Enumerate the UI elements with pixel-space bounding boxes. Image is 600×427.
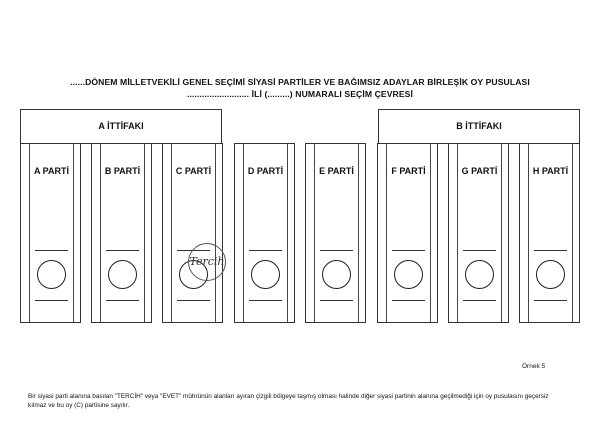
vote-circle[interactable]: [536, 260, 565, 289]
divider-line: [249, 250, 282, 251]
party-vote-area: [457, 144, 502, 323]
divider-line: [463, 300, 496, 301]
party-name: B PARTİ: [104, 166, 141, 176]
party-name: H PARTİ: [532, 166, 569, 176]
vote-circle[interactable]: [108, 260, 137, 289]
alliance-b-label: B İTTİFAKI: [456, 121, 502, 131]
party-vote-area: [528, 144, 573, 323]
vote-circle[interactable]: [465, 260, 494, 289]
party-column-g[interactable]: [448, 143, 509, 323]
divider-line: [35, 300, 68, 301]
party-column-d[interactable]: [234, 143, 295, 323]
divider-line: [106, 300, 139, 301]
party-vote-area: [100, 144, 145, 323]
sample-label: Örnek 5: [522, 363, 546, 370]
tercih-stamp: [188, 243, 226, 281]
party-column-h[interactable]: [519, 143, 580, 323]
vote-circle[interactable]: [37, 260, 66, 289]
vote-circle[interactable]: [322, 260, 351, 289]
party-name: A PARTİ: [34, 166, 69, 176]
party-vote-area: [171, 144, 216, 323]
party-column-a[interactable]: [20, 143, 81, 323]
divider-line: [463, 250, 496, 251]
stamp-text: Tercih: [189, 255, 225, 268]
party-name: F PARTİ: [391, 166, 426, 176]
party-vote-area: [386, 144, 431, 323]
divider-line: [249, 300, 282, 301]
party-column-f[interactable]: [377, 143, 438, 323]
divider-line: [534, 250, 567, 251]
divider-line: [392, 250, 425, 251]
alliance-a-label: A İTTİFAKI: [98, 121, 144, 131]
divider-line: [320, 300, 353, 301]
party-vote-area: [314, 144, 359, 323]
party-column-b[interactable]: [91, 143, 152, 323]
divider-line: [35, 250, 68, 251]
party-vote-area: [243, 144, 288, 323]
ballot-title-line2: ......................... İLİ (.........) NUMARALI SEÇİM ÇEVRESİ: [186, 89, 414, 99]
ballot-title-line1: ......DÖNEM MİLLETVEKİLİ GENEL SEÇİMİ SİYASİ PARTİLER VE BAĞIMSIZ ADAYLAR BİRLEŞİK OY PUSULASI: [70, 77, 530, 87]
party-column-c[interactable]: [162, 143, 223, 323]
alliance-a-header: [20, 109, 222, 144]
divider-line: [177, 300, 210, 301]
party-name: C PARTİ: [175, 166, 212, 176]
vote-circle[interactable]: [394, 260, 423, 289]
divider-line: [392, 300, 425, 301]
party-column-e[interactable]: [305, 143, 366, 323]
vote-circle[interactable]: [251, 260, 280, 289]
party-name: E PARTİ: [319, 166, 354, 176]
party-vote-area: [29, 144, 74, 323]
footnote-text: Bir siyasi parti alanına basılan "TERCİH" veya "EVET" mührünün alanları ayıran çizgili bölgeye taşmış olması halinde diğer siyasi partinin alanına geçilmediği için oy pusulasını geçersiz kılmaz ve bu oy (C) partisine sayılır.: [28, 393, 549, 409]
divider-line: [106, 250, 139, 251]
party-name: D PARTİ: [247, 166, 284, 176]
divider-line: [534, 300, 567, 301]
party-name: G PARTİ: [461, 166, 498, 176]
alliance-b-header: [378, 109, 580, 144]
divider-line: [320, 250, 353, 251]
